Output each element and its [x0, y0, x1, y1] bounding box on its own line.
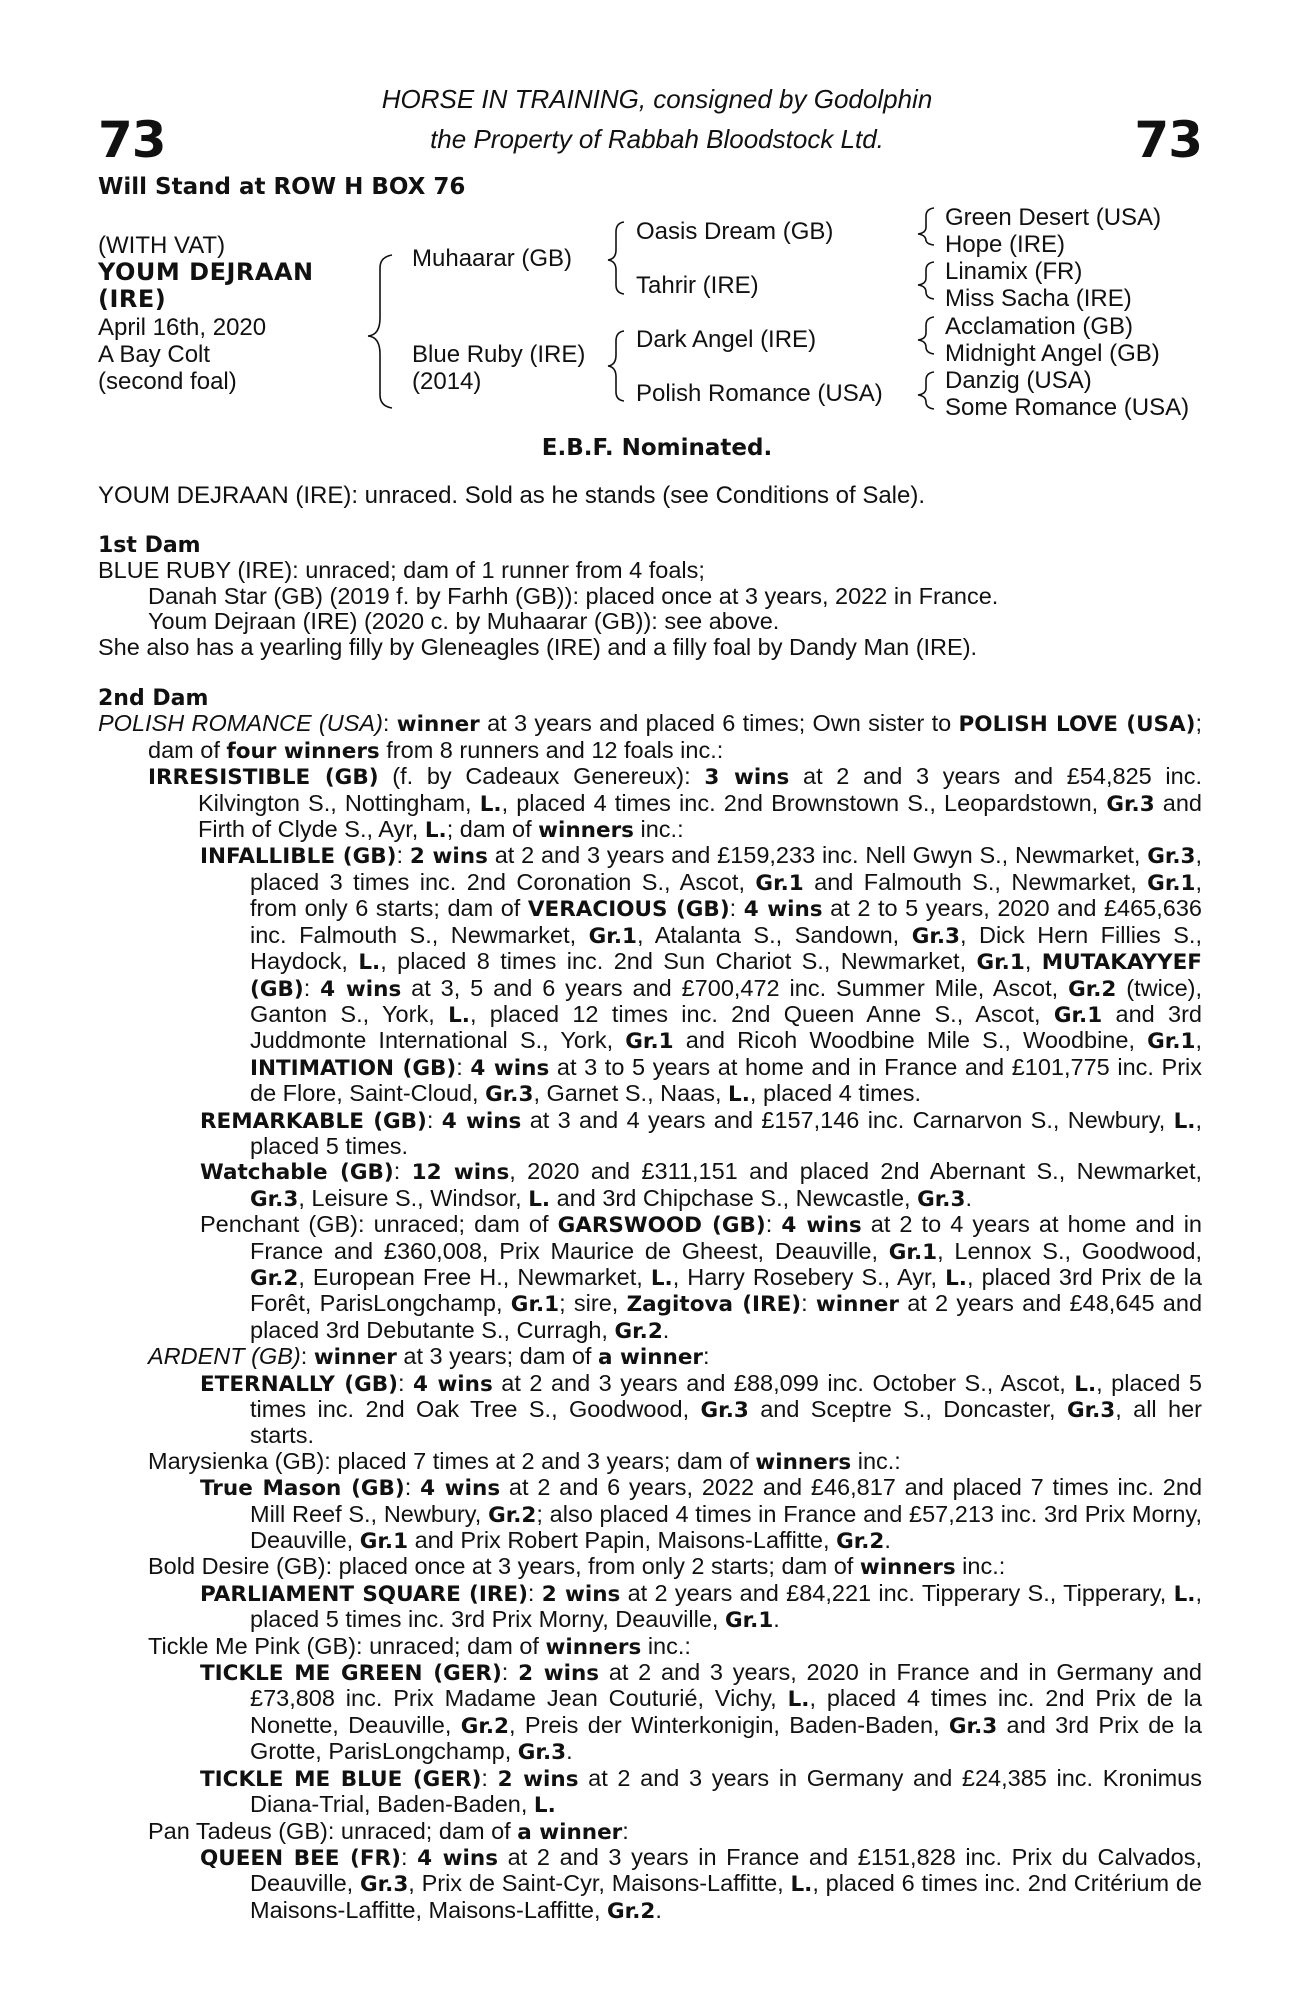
horse-name: TICKLE ME BLUE (GER): [200, 1766, 482, 1792]
text-run: ,: [1195, 1027, 1202, 1054]
dam-sire: Dark Angel (IRE): [636, 326, 817, 353]
bold-run: winners: [545, 1634, 642, 1660]
text-run: Bold Desire (GB): placed once at 3 years, from only 2 starts; dam of: [148, 1553, 860, 1580]
bold-run: L.: [787, 1687, 810, 1713]
text-run: , placed 4 times.: [749, 1080, 922, 1107]
text-run: .: [566, 1738, 573, 1765]
great-grandparent-5: Acclamation (GB): [945, 313, 1134, 340]
text-run: and 3rd Juddmonte International S., York,: [250, 1000, 1203, 1054]
horse-name: IRRESISTIBLE (GB): [148, 765, 379, 791]
text-run: ; also placed 4 times in France and £57,213 inc. 3rd Prix Morny, Deauville,: [250, 1500, 1202, 1554]
text-run: .: [965, 1184, 972, 1211]
dam-dam: Polish Romance (USA): [636, 380, 883, 407]
text-run: , placed 8 times inc. 2nd Sun Chariot S., Newmarket,: [380, 948, 977, 975]
produce-entry-eternally: [98, 1371, 1202, 1449]
bold-run: Gr.3: [359, 1872, 409, 1898]
text-run: , placed 3 times inc. 2nd Coronation S., Ascot,: [250, 842, 1203, 895]
stand-location: Will Stand at ROW H BOX 76: [98, 174, 466, 200]
bold-run: Gr.3: [700, 1398, 749, 1423]
text-run: and Prix Robert Papin, Maisons-Laffitte,: [408, 1527, 837, 1554]
great-grandparent-2: Hope (IRE): [945, 231, 1066, 258]
produce-entry-marysienka: [98, 1449, 1202, 1475]
bold-run: Gr.3: [911, 923, 961, 949]
text-run: , from only 6 starts; dam of: [250, 868, 1203, 922]
bold-run: Zagitova (IRE): [626, 1292, 802, 1318]
text-run: :: [400, 1843, 418, 1870]
text-run: , Atalanta S., Sandown,: [636, 921, 912, 948]
text-run: .: [655, 1896, 662, 1923]
produce-entry-true-mason: [98, 1475, 1202, 1554]
text-run: , placed 4 times inc. 2nd Brownstown S., Leopardstown,: [501, 789, 1107, 816]
text-run: and Falmouth S., Newmarket,: [803, 868, 1148, 895]
text-run: inc.:: [633, 816, 684, 843]
bold-run: a winner: [517, 1819, 623, 1845]
dam: Blue Ruby (IRE): [412, 341, 586, 368]
text-run: , placed 3rd Prix de la Forêt, ParisLongchamp,: [250, 1263, 1202, 1317]
property-line: the Property of Rabbah Bloodstock Ltd.: [430, 124, 884, 154]
great-grandparent-4: Miss Sacha (IRE): [945, 285, 1132, 312]
sire-dam: Tahrir (IRE): [636, 272, 759, 299]
bold-run: 4 wins: [417, 1845, 499, 1871]
bold-run: L.: [945, 1265, 967, 1291]
text-run: , Dick Hern Fillies S., Haydock,: [250, 921, 1202, 975]
horse-description: A Bay Colt: [98, 341, 211, 368]
bold-run: winner: [815, 1292, 899, 1318]
great-grandparent-6: Midnight Angel (GB): [945, 340, 1160, 367]
horse-name: True Mason (GB): [200, 1476, 405, 1502]
lot-number-right: 73: [1134, 111, 1202, 169]
text-run: , all her starts.: [250, 1396, 1202, 1449]
text-run: Pan Tadeus (GB): unraced; dam of: [148, 1817, 518, 1844]
text-run: at 2 and 3 years in Germany and £24,385 inc. Kronimus Diana-Trial, Baden-Baden,: [250, 1764, 1202, 1818]
text-run: .: [773, 1606, 780, 1633]
bold-run: L.: [358, 950, 381, 976]
text-run: :: [801, 1290, 816, 1317]
bold-run: L.: [1074, 1371, 1097, 1397]
bold-run: Gr.3: [948, 1713, 998, 1739]
bold-run: Gr.2: [250, 1265, 299, 1291]
bold-run: L.: [790, 1872, 813, 1898]
bold-run: 12 wins: [411, 1160, 510, 1186]
text-run: , Harry Rosebery S., Ayr,: [672, 1263, 946, 1290]
horse-name: INFALLIBLE (GB): [200, 844, 397, 870]
bold-run: 4 wins: [781, 1213, 862, 1239]
text-run: ; dam of: [446, 816, 539, 843]
horse-name-line2: (IRE): [98, 285, 167, 313]
text-run: , 2020 and £311,151 and placed 2nd Abernant S., Newmarket,: [509, 1158, 1203, 1185]
bold-run: Gr.3: [250, 1186, 299, 1212]
text-run: :: [303, 974, 321, 1001]
bold-run: Gr.2: [607, 1898, 656, 1924]
text-run: :: [501, 1659, 519, 1686]
bold-run: 2 wins: [541, 1581, 621, 1607]
bold-run: Gr.2: [460, 1713, 510, 1739]
bold-run: Gr.1: [755, 870, 804, 896]
text-run: .: [662, 1316, 670, 1343]
text-run: :: [426, 1106, 442, 1133]
text-run: :: [300, 1343, 314, 1370]
bold-run: 4 wins: [420, 1476, 501, 1502]
text-run: , Prix de Saint-Cyr, Maisons-Laffitte,: [408, 1870, 791, 1897]
bold-run: L.: [1173, 1581, 1196, 1607]
horse-summary: YOUM DEJRAAN (IRE): unraced. Sold as he stands (see Conditions of Sale).: [98, 482, 926, 509]
produce-entry-tickle-me-green: [98, 1660, 1202, 1766]
text-run: :: [396, 842, 410, 869]
bold-run: Gr.1: [625, 1029, 674, 1055]
text-run: at 2 to 4 years at home and in France and £360,008, Prix Maurice de Gheest, Deauville,: [250, 1211, 1202, 1264]
bold-run: L.: [533, 1793, 556, 1819]
produce-entry-remarkable: [98, 1108, 1202, 1160]
bold-run: Gr.1: [976, 950, 1025, 976]
text-run: :: [398, 1369, 414, 1396]
text-run: :: [481, 1764, 498, 1791]
bold-run: Gr.1: [359, 1529, 409, 1555]
text-run: inc.:: [851, 1447, 901, 1474]
horse-name: QUEEN BEE (FR): [200, 1845, 401, 1871]
produce-entry: Danah Star (GB) (2019 f. by Farhh (GB)): placed once at 3 years, 2022 in France.: [148, 582, 999, 609]
bold-run: L.: [479, 791, 502, 817]
bold-run: MUTAKAYYEF (GB): [250, 950, 1202, 1002]
bold-run: L.: [448, 1002, 470, 1028]
ebf-nomination: E.B.F. Nominated.: [541, 435, 773, 461]
section-gap: [98, 660, 1202, 686]
produce-entry-parliament-square: [98, 1581, 1202, 1634]
text-run: (f. by Cadeaux Genereux):: [378, 763, 705, 790]
first-dam-note: She also has a yearling filly by Gleneagles (IRE) and a filly foal by Dandy Man (IRE).: [98, 633, 978, 660]
text-run: :: [765, 1211, 782, 1238]
text-run: at 3 and 4 years and £157,146 inc. Carnarvon S., Newbury,: [521, 1106, 1174, 1133]
bold-run: four winners: [226, 738, 380, 764]
text-run: Tickle Me Pink (GB): unraced; dam of: [148, 1632, 546, 1659]
first-dam-line: BLUE RUBY (IRE): unraced; dam of 1 runner from 4 foals;: [98, 557, 705, 584]
text-run: at 3 to 5 years at home and in France and £101,775 inc. Prix de Flore, Saint-Cloud,: [250, 1053, 1203, 1107]
bold-run: Gr.1: [888, 1239, 938, 1265]
dam-year: (2014): [412, 368, 482, 395]
bold-run: Gr.1: [1147, 870, 1196, 896]
bold-run: Gr.3: [1066, 1398, 1116, 1423]
produce-entry-tickle-me-pink: [98, 1634, 1202, 1660]
bold-run: Gr.3: [917, 1186, 966, 1212]
bold-run: L.: [528, 1186, 551, 1212]
horse-name: TICKLE ME GREEN (GER): [200, 1661, 502, 1687]
text-run: and 3rd Prix de la Grotte, ParisLongchamp,: [250, 1711, 1202, 1765]
bold-run: Gr.3: [1106, 791, 1155, 817]
bold-run: Gr.2: [614, 1318, 663, 1344]
produce-entry-infallible: [98, 843, 1202, 1107]
produce-entry-pan-tadeus: [98, 1819, 1202, 1845]
text-run: at 2 and 3 years and £54,825 inc. Kilvington S., Nottingham,: [198, 763, 1202, 816]
bold-run: winners: [538, 818, 634, 844]
bold-run: GARSWOOD (GB): [557, 1213, 766, 1239]
bold-run: Gr.1: [724, 1608, 774, 1634]
text-run: ; dam of: [148, 710, 1203, 763]
bold-run: winners: [859, 1555, 956, 1581]
foaling-date: April 16th, 2020: [98, 314, 267, 341]
bold-run: Gr.2: [488, 1502, 537, 1528]
text-run: , Preis der Winterkonigin, Baden-Baden,: [509, 1711, 949, 1738]
produce-record: [98, 533, 1202, 1924]
text-run: at 2 to 5 years, 2020 and £465,636 inc. Falmouth S., Newmarket,: [250, 895, 1202, 948]
produce-entry: Youm Dejraan (IRE) (2020 c. by Muhaarar (GB)): see above.: [148, 608, 780, 635]
great-grandparent-7: Danzig (USA): [945, 367, 1092, 394]
bold-run: Gr.3: [517, 1740, 567, 1766]
great-grandparent-8: Some Romance (USA): [945, 394, 1190, 421]
produce-entry-penchant: [98, 1212, 1202, 1344]
text-run: from 8 runners and 12 foals inc.:: [379, 736, 724, 763]
text-run: :: [729, 895, 744, 922]
text-run: at 2 years and £48,645 and placed 3rd Debutante S., Curragh,: [250, 1290, 1203, 1343]
text-run: , European Free H., Newmarket,: [298, 1263, 651, 1290]
horse-name: ARDENT (GB): [148, 1343, 301, 1370]
bold-run: 3 wins: [704, 765, 790, 791]
text-run: at 3, 5 and 6 years and £700,472 inc. Summer Mile, Ascot,: [401, 974, 1069, 1001]
text-run: at 2 and 3 years, 2020 in France and in Germany and £73,808 inc. Prix Madame Jean Couturié, Vichy,: [250, 1659, 1203, 1712]
text-run: and Sceptre S., Doncaster,: [748, 1396, 1067, 1422]
text-run: :: [703, 1343, 710, 1370]
text-run: , Lennox S., Goodwood,: [937, 1237, 1202, 1264]
text-run: at 2 and 3 years and £159,233 inc. Nell Gwyn S., Newmarket,: [487, 842, 1148, 869]
bold-run: winner: [396, 712, 480, 738]
bold-run: L.: [650, 1265, 673, 1291]
text-run: :: [527, 1579, 542, 1606]
foal-note: (second foal): [98, 368, 237, 395]
bold-run: INTIMATION (GB): [250, 1055, 457, 1081]
bold-run: winner: [313, 1345, 397, 1371]
bold-run: 2 wins: [497, 1766, 579, 1792]
bold-run: VERACIOUS (GB): [527, 897, 730, 923]
text-run: , placed 4 times inc. 2nd Prix de la Nonette, Deauville,: [250, 1685, 1202, 1738]
text-run: (twice), Ganton S., York,: [250, 974, 1203, 1027]
text-run: ,: [1024, 948, 1042, 975]
bold-run: 4 wins: [470, 1055, 550, 1081]
produce-entry-queen-bee: [98, 1845, 1202, 1924]
bold-run: Gr.1: [510, 1292, 560, 1318]
text-run: , Garnet S., Naas,: [533, 1080, 729, 1107]
horse-name: Watchable (GB): [200, 1160, 394, 1186]
bold-run: 4 wins: [320, 976, 402, 1002]
produce-entry-watchable: [98, 1159, 1202, 1212]
bold-run: Gr.1: [1053, 1002, 1103, 1028]
text-run: Penchant (GB): unraced; dam of: [200, 1211, 558, 1238]
text-run: , placed 12 times inc. 2nd Queen Anne S., Ascot,: [469, 1000, 1054, 1027]
bold-run: L.: [1173, 1108, 1196, 1134]
text-run: and 3rd Chipchase S., Newcastle,: [550, 1184, 918, 1211]
horse-name: REMARKABLE (GB): [200, 1108, 427, 1134]
text-run: :: [393, 1158, 412, 1185]
bold-run: L.: [424, 818, 447, 844]
text-run: , placed 5 times inc. 3rd Prix Morny, Deauville,: [250, 1579, 1203, 1633]
text-run: .: [884, 1527, 891, 1554]
sire-sire: Oasis Dream (GB): [636, 218, 834, 245]
text-run: at 2 and 6 years, 2022 and £46,817 and placed 7 times inc. 2nd Mill Reef S., Newbury,: [250, 1474, 1203, 1527]
bold-run: Gr.1: [588, 923, 637, 949]
text-run: at 3 years; dam of: [396, 1343, 598, 1370]
bold-run: 2 wins: [409, 844, 488, 870]
text-run: inc.:: [955, 1553, 1006, 1580]
lot-number-left: 73: [98, 111, 166, 169]
text-run: at 3 years and placed 6 times; Own sister to: [479, 710, 959, 737]
dam-name: POLISH ROMANCE (USA): [98, 710, 383, 737]
text-run: , placed 6 times inc. 2nd Critérium de Maisons-Laffitte, Maisons-Laffitte,: [250, 1870, 1202, 1923]
horse-name: PARLIAMENT SQUARE (IRE): [200, 1581, 528, 1607]
text-run: ; sire,: [559, 1290, 627, 1317]
bold-run: winners: [755, 1449, 852, 1475]
vat-note: (WITH VAT): [98, 232, 226, 259]
bold-run: 2 wins: [518, 1661, 600, 1687]
produce-entry-bold-desire: [98, 1554, 1202, 1580]
bold-run: Gr.1: [1147, 1029, 1196, 1055]
text-run: , placed 5 times inc. 2nd Oak Tree S., Goodwood,: [250, 1369, 1203, 1422]
bold-run: Gr.2: [1068, 976, 1117, 1002]
bold-run: Gr.3: [485, 1082, 534, 1108]
text-run: and Firth of Clyde S., Ayr,: [198, 789, 1202, 843]
horse-name: ETERNALLY (GB): [200, 1371, 398, 1397]
bold-run: L.: [728, 1082, 750, 1108]
text-run: , placed 5 times.: [250, 1106, 1202, 1159]
bold-run: 4 wins: [441, 1108, 522, 1134]
sire: Muhaarar (GB): [412, 245, 573, 272]
bold-run: POLISH LOVE (USA): [958, 712, 1196, 738]
text-run: inc.:: [641, 1632, 691, 1659]
text-run: :: [622, 1817, 629, 1844]
first-dam-heading: 1st Dam: [98, 533, 201, 558]
bold-run: Gr.3: [1147, 844, 1196, 870]
bold-run: 4 wins: [413, 1371, 493, 1397]
text-run: and Ricoh Woodbine Mile S., Woodbine,: [673, 1027, 1148, 1054]
bold-run: 4 wins: [743, 897, 823, 923]
text-run: :: [382, 710, 397, 737]
great-grandparent-1: Green Desert (USA): [945, 204, 1162, 231]
text-run: at 2 and 3 years in France and £151,828 inc. Prix du Calvados, Deauville,: [250, 1843, 1203, 1897]
second-dam-entry: [98, 711, 1202, 764]
great-grandparent-3: Linamix (FR): [945, 258, 1083, 285]
produce-entry-ardent: [98, 1344, 1202, 1370]
text-run: at 2 and 3 years and £88,099 inc. October S., Ascot,: [492, 1369, 1075, 1396]
text-run: Marysienka (GB): placed 7 times at 2 and 3 years; dam of: [148, 1447, 756, 1474]
consignor-line: HORSE IN TRAINING, consigned by Godolphin: [381, 84, 933, 114]
bold-run: Gr.2: [836, 1529, 885, 1555]
horse-name-line1: YOUM DEJRAAN: [98, 258, 314, 286]
text-run: at 2 years and £84,221 inc. Tipperary S., Tipperary,: [620, 1579, 1174, 1606]
produce-entry-tickle-me-blue: [98, 1766, 1202, 1819]
bold-run: a winner: [598, 1345, 704, 1371]
produce-entry-irresistible: [98, 764, 1202, 843]
text-run: :: [404, 1474, 421, 1501]
text-run: , Leisure S., Windsor,: [298, 1184, 529, 1211]
second-dam-heading: 2nd Dam: [98, 686, 209, 712]
text-run: :: [456, 1053, 471, 1080]
